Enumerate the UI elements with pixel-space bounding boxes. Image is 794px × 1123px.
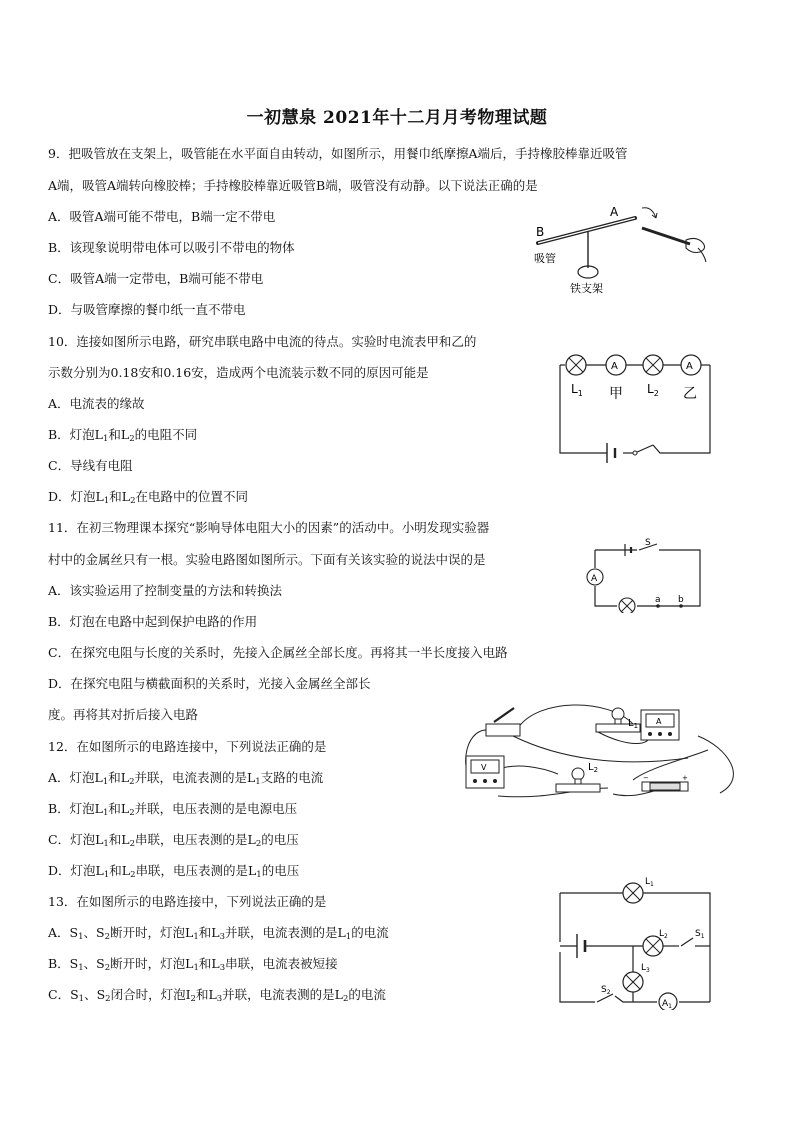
label-a: a [655, 595, 661, 605]
q9-option-b: B．该现象说明带电体可以吸引不带电的物体 [48, 240, 295, 255]
q11-option-d-line2: 度。再将其对折后接入电路 [48, 707, 199, 722]
q11-option-b: B．灯泡在电路中起到保护电路的作用 [48, 614, 258, 629]
q10-series-circuit [555, 350, 720, 470]
q10-option-b: B．灯泡$L_1$和$L_2$的电阻不同 [48, 427, 198, 444]
q13-option-c: C．$S_1$、$S_2$闭合时，灯泡$I_2$和$L_3$并联，电流表测的是$L_2$的电流 [48, 987, 386, 1004]
q12-stem: 12．在如图所示的电路连接中，下列说法正确的是 [48, 739, 327, 754]
switch-lever [494, 708, 514, 722]
label-l1: $L_1$ [645, 877, 654, 888]
svg-text:A: A [686, 361, 693, 372]
svg-text:A: A [591, 574, 598, 584]
switch-s2 [597, 994, 613, 1002]
lamp-l2-base [556, 784, 600, 792]
label-b: B [536, 225, 545, 239]
q9-stem-line2: A端，吸管A端转向橡胶棒；手持橡胶棒靠近吸管B端，吸管没有动静。以下说法正确的是 [48, 178, 538, 193]
label-l1: $L_1$ [571, 382, 583, 398]
q13-stem: 13．在如图所示的电路连接中，下列说法正确的是 [48, 894, 327, 909]
q12-option-d: D．灯泡$L_1$和$L_2$串联，电压表测的是$L_1$的电压 [48, 863, 300, 880]
label-a: A [610, 205, 619, 219]
q12-physical-circuit [458, 688, 740, 810]
rubber-rod [642, 228, 690, 244]
q11-option-a: A．该实验运用了控制变量的方法和转换法 [48, 583, 283, 598]
q11-stem-line2: 村中的金属丝只有一根。实验电路图如图所示。下面有关该实验的说法中误的是 [48, 552, 486, 567]
label-l2: $L_2$ [588, 762, 599, 774]
q11-option-c: C．在探究电阻与长度的关系时，先接入企属丝全部长度。再将其一半长度接入电路 [48, 645, 508, 660]
hand-icon [686, 238, 705, 252]
label-jia: 甲 [609, 386, 623, 402]
q9-stem-line1: 9．把吸管放在支架上，吸管能在水平面自由转动，如图所示，用餐巾纸摩擦A端后，手持橡胶棒靠近吸管 [48, 146, 628, 161]
label-l2: $L_2$ [659, 929, 668, 940]
q11-resistance-circuit [585, 538, 705, 613]
q10-stem-line1: 10．连接如图所示电路，研究串联电路中电流的待点。实验时电流表甲和乙的 [48, 334, 477, 349]
page-title: 一初慧泉 2021年十二月月考物理试题 [246, 108, 548, 128]
label-straw: 吸管 [534, 252, 556, 265]
q12-option-c: C．灯泡$L_1$和$L_2$串联，电压表测的是$L_2$的电压 [48, 832, 299, 849]
q9-option-d: D．与吸管摩擦的餐巾纸一直不带电 [48, 302, 246, 317]
svg-text:−: − [643, 774, 649, 782]
q11-stem-line1: 11．在初三物理课本探究“影响导体电阻大小的因素”的活动中。小明发现实验器 [48, 520, 490, 535]
label-stand: 铁支架 [570, 282, 603, 295]
svg-text:A: A [611, 361, 618, 372]
q10-stem-line2: 示数分别为0.18安和0.16安，造成两个电流装示数不同的原因可能是 [48, 365, 429, 380]
label-a1: $A_1$ [662, 999, 672, 1010]
label-l2: $L_2$ [647, 382, 659, 398]
label-s2: $S_2$ [601, 985, 611, 996]
label-s1: $S_1$ [695, 929, 705, 940]
q9-option-c: C．吸管A端一定带电，B端可能不带电 [48, 271, 264, 286]
label-yi: 乙 [683, 386, 697, 402]
lamp-l2-icon [572, 768, 584, 780]
q9-straw-figure [530, 200, 720, 300]
q10-option-a: A．电流表的缘故 [48, 396, 145, 411]
q13-parallel-circuit [555, 870, 720, 1010]
switch [635, 445, 653, 453]
q10-option-c: C．导线有电阻 [48, 458, 133, 473]
q13-option-b: B．$S_1$、$S_2$断开时，灯泡$L_1$和$L_3$串联，电流表被短接 [48, 956, 338, 973]
q10-option-d: D．灯泡$L_1$和$L_2$在电路中的位置不同 [48, 489, 248, 506]
q12-option-b: B．灯泡$L_1$和$L_2$并联，电压表测的是电源电压 [48, 801, 298, 818]
svg-text:V: V [481, 763, 487, 772]
label-l1: $L_1$ [628, 718, 639, 730]
lamp-l1-icon [612, 708, 624, 720]
svg-text:A: A [656, 717, 662, 726]
q12-option-a: A．灯泡$L_1$和$L_2$并联，电流表测的是$L_1$支路的电流 [48, 770, 324, 787]
svg-text:+: + [682, 774, 688, 782]
label-l3: $L_3$ [641, 963, 650, 974]
q13-option-a: A．$S_1$、$S_2$断开时，灯泡$L_1$和$L_3$并联，电流表测的是$L_1$的电流 [48, 925, 389, 942]
q11-option-d-line1: D．在探究电阻与横截面积的关系时，光接入金属丝全部长 [48, 676, 371, 691]
label-b: b [678, 595, 684, 605]
q9-option-a: A．吸管A端可能不带电，B端一定不带电 [48, 209, 276, 224]
switch-s1 [681, 938, 693, 946]
label-s: S [645, 538, 651, 548]
switch-base [486, 724, 520, 736]
